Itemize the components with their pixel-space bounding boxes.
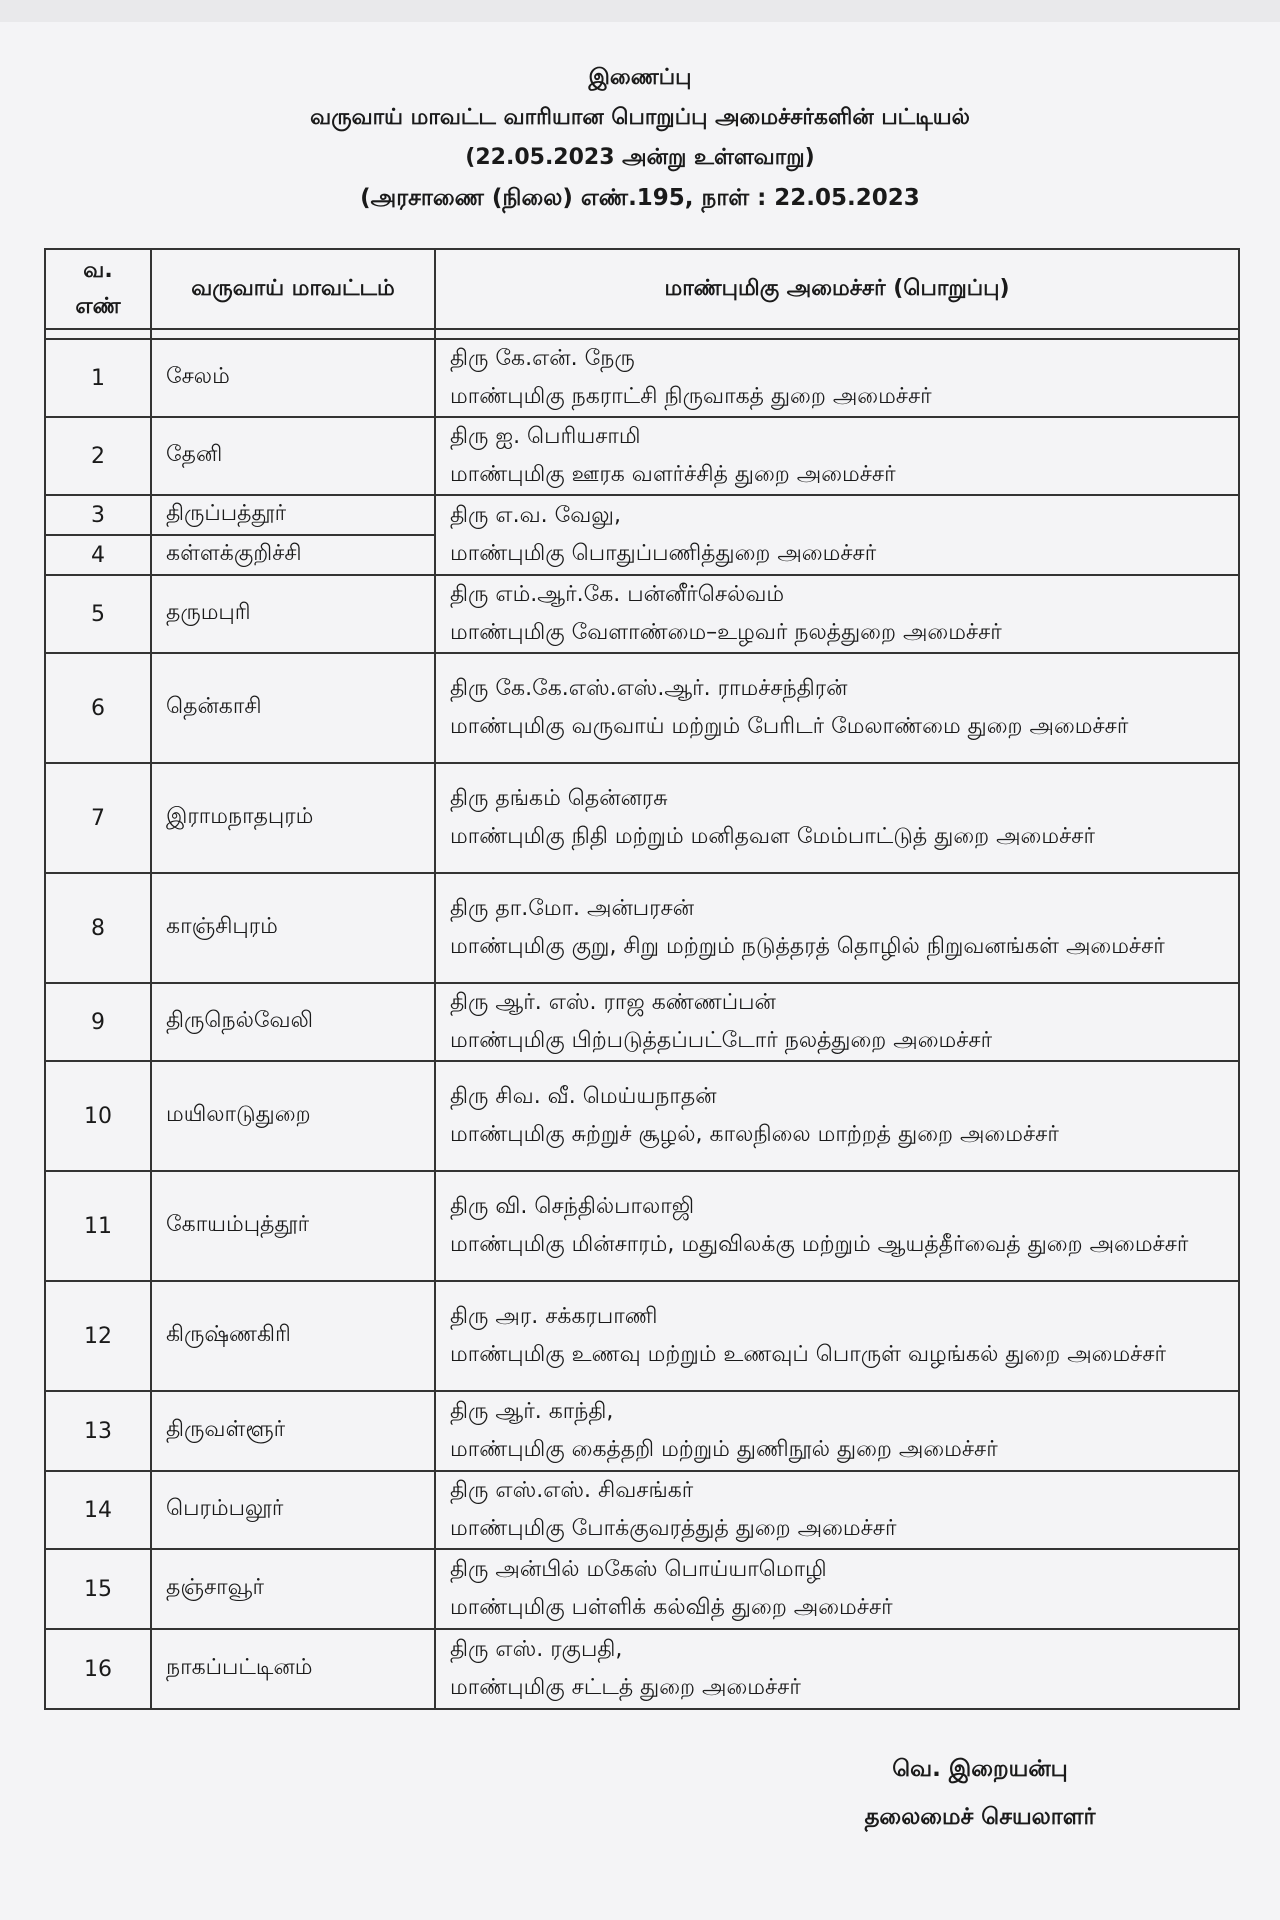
minister-portfolio: மாண்புமிகு சுற்றுச் சூழல், காலநிலை மாற்றத் துறை அமைச்சர்: [450, 1122, 1059, 1147]
gap-cell: [435, 329, 1239, 339]
serial-number-cell: 5: [45, 575, 151, 653]
minister-portfolio: மாண்புமிகு போக்குவரத்துத் துறை அமைச்சர்: [450, 1516, 897, 1541]
minister-portfolio: மாண்புமிகு பள்ளிக் கல்வித் துறை அமைச்சர்: [450, 1595, 893, 1620]
minister-cell: [435, 1471, 1239, 1549]
serial-number-cell: 4: [45, 535, 151, 575]
signatory-designation: தலைமைச் செயலாளர்: [864, 1804, 1096, 1830]
district-cell: தருமபுரி: [151, 575, 435, 653]
district-cell: காஞ்சிபுரம்: [151, 873, 435, 983]
district-cell: சேலம்: [151, 339, 435, 417]
minister-portfolio: மாண்புமிகு பிற்படுத்தப்பட்டோர் நலத்துறை அமைச்சர்: [450, 1028, 993, 1053]
district-cell: தேனி: [151, 417, 435, 495]
minister-portfolio: மாண்புமிகு நகராட்சி நிருவாகத் துறை அமைச்சர்: [450, 384, 932, 409]
minister-name: திரு ஐ. பெரியசாமி: [450, 424, 641, 449]
gap-cell: [151, 329, 435, 339]
minister-cell: [435, 417, 1239, 495]
minister-cell: [435, 1171, 1239, 1281]
district-cell: தென்காசி: [151, 653, 435, 763]
minister-name: திரு தங்கம் தென்னரசு: [450, 786, 668, 811]
minister-name: திரு எஸ்.எஸ். சிவசங்கர்: [450, 1478, 694, 1503]
serial-number-cell: 13: [45, 1391, 151, 1471]
district-cell: பெரம்பலூர்: [151, 1471, 435, 1549]
signatory-name: வெ. இறையன்பு: [892, 1756, 1068, 1782]
district-cell: மயிலாடுதுறை: [151, 1061, 435, 1171]
serial-number-cell: 1: [45, 339, 151, 417]
table-row: [45, 763, 1239, 873]
column-header-minister: மாண்புமிகு அமைச்சர் (பொறுப்பு): [435, 249, 1239, 329]
district-cell: திருநெல்வேலி: [151, 983, 435, 1061]
district-cell: கள்ளக்குறிச்சி: [151, 535, 435, 575]
serial-number-cell: 15: [45, 1549, 151, 1629]
document-header: [0, 58, 1280, 218]
district-cell: கிருஷ்ணகிரி: [151, 1281, 435, 1391]
minister-cell: [435, 983, 1239, 1061]
table-header-row: [45, 249, 1239, 329]
district-cell: நாகப்பட்டினம்: [151, 1629, 435, 1709]
minister-cell: [435, 339, 1239, 417]
minister-name: திரு ஆர். எஸ். ராஜ கண்ணப்பன்: [450, 990, 776, 1015]
table-gap: [45, 329, 1239, 339]
minister-cell: [435, 1549, 1239, 1629]
minister-portfolio: மாண்புமிகு ஊரக வளர்ச்சித் துறை அமைச்சர்: [450, 462, 896, 487]
table-row: [45, 1471, 1239, 1549]
column-header-district: வருவாய் மாவட்டம்: [151, 249, 435, 329]
serial-number-cell: 16: [45, 1629, 151, 1709]
table-row: [45, 983, 1239, 1061]
annexure-label: இணைப்பு: [588, 65, 692, 90]
serial-number-cell: 7: [45, 763, 151, 873]
table-row: [45, 1549, 1239, 1629]
table-row: [45, 1171, 1239, 1281]
gap-cell: [45, 329, 151, 339]
district-cell: இராமநாதபுரம்: [151, 763, 435, 873]
ministers-table: [44, 248, 1240, 1710]
serial-number-cell: 10: [45, 1061, 151, 1171]
serial-number-cell: 2: [45, 417, 151, 495]
minister-portfolio: மாண்புமிகு கைத்தறி மற்றும் துணிநூல் துறை அமைச்சர்: [450, 1437, 998, 1462]
minister-cell: [435, 575, 1239, 653]
minister-portfolio: மாண்புமிகு வருவாய் மற்றும் பேரிடர் மேலாண்மை துறை அமைச்சர்: [450, 714, 1129, 739]
minister-name: திரு ஆர். காந்தி,: [450, 1399, 614, 1424]
serial-number-cell: 8: [45, 873, 151, 983]
minister-portfolio: மாண்புமிகு பொதுப்பணித்துறை அமைச்சர்: [450, 541, 877, 566]
serial-number-cell: 9: [45, 983, 151, 1061]
minister-cell: [435, 1281, 1239, 1391]
minister-cell: [435, 873, 1239, 983]
minister-cell: [435, 653, 1239, 763]
district-cell: திருப்பத்தூர்: [151, 495, 435, 535]
minister-cell: [435, 1061, 1239, 1171]
table-row: [45, 417, 1239, 495]
minister-portfolio: மாண்புமிகு நிதி மற்றும் மனிதவள மேம்பாட்டுத் துறை அமைச்சர்: [450, 824, 1095, 849]
serial-number-cell: 11: [45, 1171, 151, 1281]
minister-name: திரு வி. செந்தில்பாலாஜி: [450, 1194, 695, 1219]
table-row: [45, 575, 1239, 653]
table-row: [45, 1281, 1239, 1391]
district-cell: கோயம்புத்தூர்: [151, 1171, 435, 1281]
minister-name: திரு தா.மோ. அன்பரசன்: [450, 896, 695, 921]
district-cell: தஞ்சாவூர்: [151, 1549, 435, 1629]
minister-name: திரு கே.என். நேரு: [450, 346, 635, 371]
minister-name: திரு அர. சக்கரபாணி: [450, 1304, 658, 1329]
table-row: [45, 653, 1239, 763]
table-row: [45, 1629, 1239, 1709]
table-row: [45, 339, 1239, 417]
minister-name: திரு அன்பில் மகேஸ் பொய்யாமொழி: [450, 1557, 827, 1582]
serial-number-cell: 3: [45, 495, 151, 535]
minister-name: திரு சிவ. வீ. மெய்யநாதன்: [450, 1084, 717, 1109]
serial-number-cell: 14: [45, 1471, 151, 1549]
minister-portfolio: மாண்புமிகு குறு, சிறு மற்றும் நடுத்தரத் தொழில் நிறுவனங்கள் அமைச்சர்: [450, 934, 1165, 959]
minister-name: திரு எஸ். ரகுபதி,: [450, 1637, 623, 1662]
table-row: [45, 873, 1239, 983]
serial-number-cell: 6: [45, 653, 151, 763]
table-row: [45, 495, 1239, 535]
minister-name: திரு எ.வ. வேலு,: [450, 503, 621, 528]
minister-portfolio: மாண்புமிகு மின்சாரம், மதுவிலக்கு மற்றும் ஆயத்தீர்வைத் துறை அமைச்சர்: [450, 1232, 1189, 1257]
minister-portfolio: மாண்புமிகு உணவு மற்றும் உணவுப் பொருள் வழங்கல் துறை அமைச்சர்: [450, 1342, 1167, 1367]
as-on-date: (22.05.2023 அன்று உள்ளவாறு): [465, 145, 815, 170]
minister-name: திரு எம்.ஆர்.கே. பன்னீர்செல்வம்: [450, 582, 785, 607]
minister-portfolio: மாண்புமிகு சட்டத் துறை அமைச்சர்: [450, 1675, 801, 1700]
document-title: வருவாய் மாவட்ட வாரியான பொறுப்பு அமைச்சர்களின் பட்டியல்: [310, 105, 970, 130]
table-row: [45, 1061, 1239, 1171]
minister-cell: [435, 495, 1239, 575]
column-header-sno: வ. எண்: [45, 249, 151, 329]
government-order-reference: (அரசாணை (நிலை) எண்.195, நாள் : 22.05.2023: [360, 185, 920, 211]
serial-number-cell: 12: [45, 1281, 151, 1391]
signature-block: [800, 1745, 1160, 1841]
district-cell: திருவள்ளூர்: [151, 1391, 435, 1471]
minister-cell: [435, 763, 1239, 873]
minister-cell: [435, 1391, 1239, 1471]
minister-name: திரு கே.கே.எஸ்.எஸ்.ஆர். ராமச்சந்திரன்: [450, 676, 848, 701]
minister-cell: [435, 1629, 1239, 1709]
table-row: [45, 1391, 1239, 1471]
minister-portfolio: மாண்புமிகு வேளாண்மை–உழவர் நலத்துறை அமைச்சர்: [450, 620, 1002, 645]
